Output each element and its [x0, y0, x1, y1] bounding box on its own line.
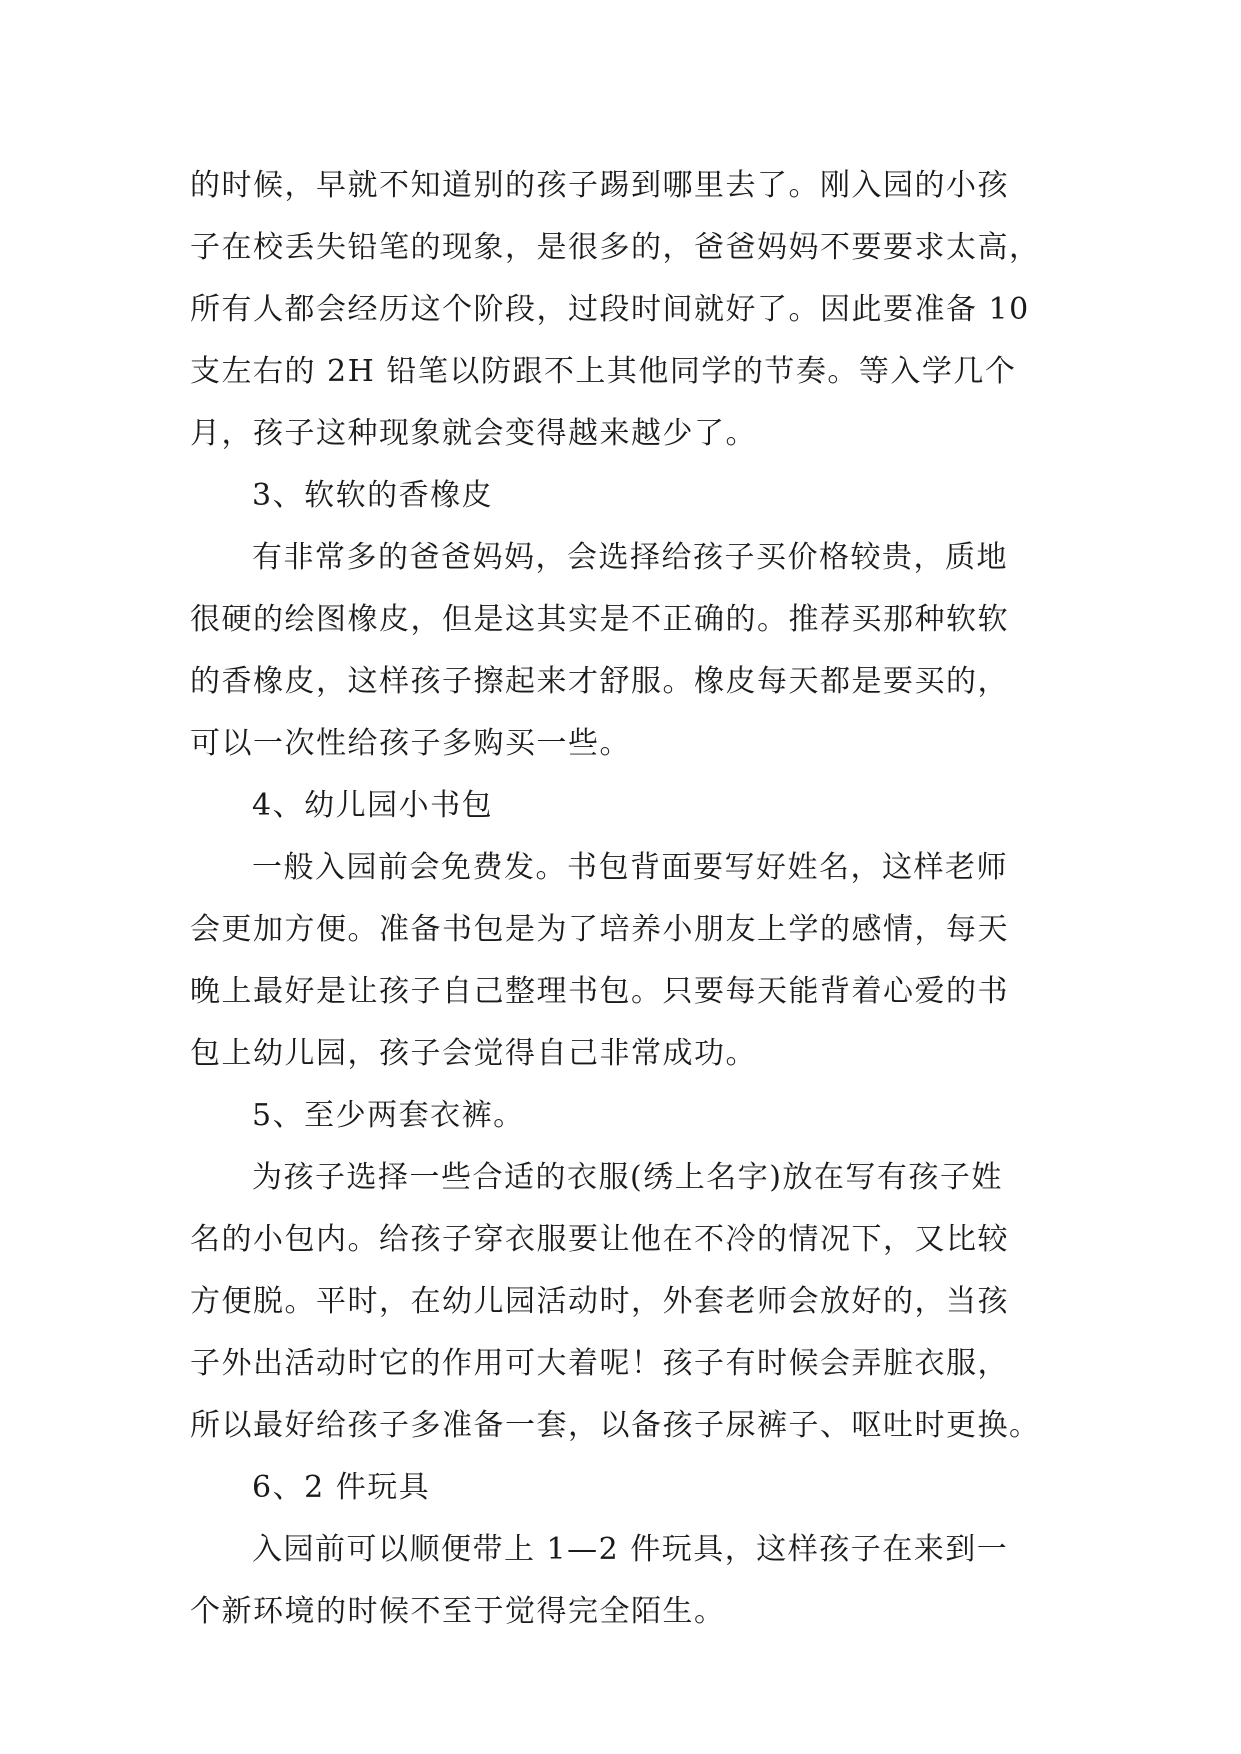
paragraph-line: 的香橡皮，这样孩子擦起来才舒服。橡皮每天都是要买的， [190, 664, 1009, 699]
paragraph-line: 所有人都会经历这个阶段，过段时间就好了。因此要准备 10 [190, 292, 1030, 327]
section-heading [190, 1457, 1070, 1519]
paragraph-line: 子外出活动时它的作用可大着呢！孩子有时候会弄脏衣服， [190, 1346, 1009, 1381]
section-heading [190, 775, 1070, 837]
paragraph-line: 晚上最好是让孩子自己整理书包。只要每天能背着心爱的书 [190, 974, 1009, 1009]
body-paragraph [190, 837, 1070, 1085]
paragraph-line: 个新环境的时候不至于觉得完全陌生。 [190, 1594, 726, 1629]
paragraph-line: 支左右的 2H 铅笔以防跟不上其他同学的节奏。等入学几个 [190, 354, 1017, 389]
heading-text: 4、幼儿园小书包 [252, 788, 494, 823]
paragraph-line: 可以一次性给孩子多购买一些。 [190, 726, 631, 761]
document-body [190, 155, 1070, 1643]
paragraph-line: 入园前可以顺便带上 1—2 件玩具，这样孩子在来到一 [252, 1532, 1009, 1567]
paragraph-line: 所以最好给孩子多准备一套，以备孩子尿裤子、呕吐时更换。 [190, 1408, 1041, 1443]
body-paragraph [190, 1519, 1070, 1643]
body-paragraph [190, 1147, 1070, 1457]
paragraph-line: 为孩子选择一些合适的衣服(绣上名字)放在写有孩子姓 [252, 1160, 1003, 1195]
paragraph-line: 包上幼儿园，孩子会觉得自己非常成功。 [190, 1036, 757, 1071]
paragraph-line: 名的小包内。给孩子穿衣服要让他在不冷的情况下，又比较 [190, 1222, 1009, 1257]
heading-text: 6、2 件玩具 [252, 1470, 431, 1505]
paragraph-line: 会更加方便。准备书包是为了培养小朋友上学的感情，每天 [190, 912, 1009, 947]
paragraph-line: 的时候，早就不知道别的孩子踢到哪里去了。刚入园的小孩 [190, 168, 1009, 203]
paragraph-line: 方便脱。平时，在幼儿园活动时，外套老师会放好的，当孩 [190, 1284, 1009, 1319]
section-heading [190, 465, 1070, 527]
paragraph-line: 很硬的绘图橡皮，但是这其实是不正确的。推荐买那种软软 [190, 602, 1009, 637]
paragraph-line: 子在校丢失铅笔的现象，是很多的，爸爸妈妈不要要求太高， [190, 230, 1041, 265]
heading-text: 3、软软的香橡皮 [252, 478, 494, 513]
heading-text: 5、至少两套衣裤。 [252, 1098, 525, 1133]
paragraph-line: 一般入园前会免费发。书包背面要写好姓名，这样老师 [252, 850, 1008, 885]
body-paragraph [190, 527, 1070, 775]
paragraph-line: 月，孩子这种现象就会变得越来越少了。 [190, 416, 757, 451]
body-paragraph [190, 155, 1070, 465]
paragraph-line: 有非常多的爸爸妈妈，会选择给孩子买价格较贵，质地 [252, 540, 1008, 575]
section-heading [190, 1085, 1070, 1147]
